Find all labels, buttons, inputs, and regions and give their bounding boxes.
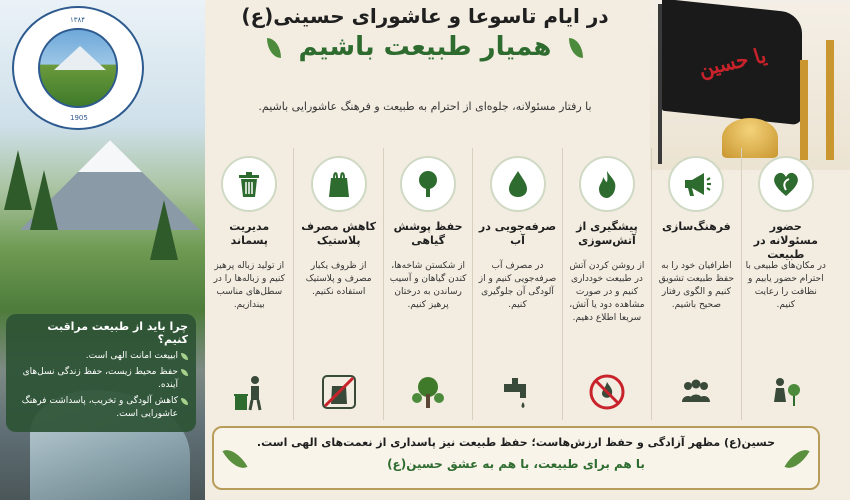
subtitle: با رفتار مسئولانه، جلوه‌ای از احترام به طبیعت و فرهنگ عاشورایی باشیم. [258, 100, 592, 113]
card-water-saving [472, 148, 561, 420]
logo-mountain-icon [54, 46, 106, 70]
card-title: مدیریت پسماند [229, 220, 270, 247]
trees-icon [406, 370, 450, 414]
pine-tree-icon [4, 150, 32, 210]
people-group-icon [674, 370, 718, 414]
leaf-icon [569, 38, 583, 58]
title-line-1: در ایام تاسوعا و عاشورای حسینی(ع) [241, 4, 609, 28]
plastic-bag-icon [311, 156, 367, 212]
why-care-item [14, 366, 188, 392]
card-body: از روشن کردن آتش در طبیعت خودداری کنیم و در صورت مشاهده دود یا آتش، سریعا اطلاع دهیم. [569, 261, 645, 323]
no-plastic-icon [317, 370, 361, 414]
card-waste-management [205, 148, 293, 420]
banner-quote: حسین(ع) مظهر آزادگی و حفظ ارزش‌هاست؛ حفظ طبیعت نیز پاسداری از نعمت‌های الهی است. [256, 436, 776, 449]
minaret-icon [800, 60, 808, 160]
why-care-item-text: حفظ محیط زیست، حفظ زندگی نسل‌های آینده. [22, 367, 178, 390]
megaphone-icon [668, 156, 724, 212]
leaf-bullet-icon [181, 353, 188, 360]
mountain-snow-cap [78, 140, 142, 172]
organization-logo [12, 6, 144, 130]
water-tap-icon [496, 370, 540, 414]
pine-tree-icon [30, 170, 58, 230]
card-body: از شکستن شاخه‌ها، کندن گیاهان و آسیب رساندن به درختان پرهیز کنیم. [389, 261, 467, 310]
person-trash-icon [227, 370, 271, 414]
card-body: اطرافیان خود را به حفظ طبیعت تشویق کنیم و الگوی رفتار صحیح باشیم. [658, 261, 735, 310]
card-title: پیشگیری از آتش‌سوزی [576, 220, 638, 247]
card-body: از ظروف یکبار مصرف و پلاستیک استفاده نکنیم. [305, 261, 372, 297]
card-body: در مکان‌های طبیعی با احترام حضور یابیم و نظافت را رعایت کنیم. [745, 261, 826, 310]
bottom-banner [212, 426, 820, 490]
black-flag [662, 0, 802, 125]
header [210, 4, 640, 62]
logo-year-bottom: 1905 [70, 114, 88, 122]
leaf-icon [267, 38, 281, 58]
logo-year-top: ۱۳۸۴ [70, 16, 86, 24]
card-responsible-presence [741, 148, 830, 420]
card-title: کاهش مصرف پلاستیک [301, 220, 377, 247]
card-culture-building [651, 148, 740, 420]
card-title: صرفه‌جویی در آب [478, 220, 557, 247]
why-care-box [6, 314, 196, 432]
why-care-title: چرا باید از طبیعت مراقبت کنیم؟ [47, 320, 188, 346]
person-planting-icon [764, 370, 808, 414]
tips-columns [205, 148, 830, 420]
why-care-item [14, 395, 188, 421]
no-fire-icon [585, 370, 629, 414]
title-line-2-text: همیار طبیعت باشیم [298, 32, 552, 62]
flag-calligraphy: یا حسین [694, 42, 770, 82]
trash-can-icon [221, 156, 277, 212]
pine-tree-icon [150, 200, 178, 260]
why-care-item [14, 350, 188, 363]
shrine-flag-illustration [650, 0, 850, 170]
banner-slogan: با هم برای طبیعت، با هم به عشق حسین(ع) [387, 457, 645, 471]
why-care-item-text: کاهش آلودگی و تخریب، پاسداشت فرهنگ عاشورایی است. [21, 396, 178, 419]
title-line-2 [210, 32, 640, 62]
leaf-bullet-icon [181, 369, 188, 376]
water-drop-icon [490, 156, 546, 212]
card-body: در مصرف آب صرفه‌جویی کنیم و از آلودگی آن جلوگیری کنیم. [478, 261, 557, 310]
card-fire-prevention [562, 148, 651, 420]
card-body: از تولید زباله پرهیز کنیم و زباله‌ها را در سطل‌های مناسب بیندازیم. [213, 261, 285, 310]
card-title: حضور مسئولانه در طبیعت [753, 220, 818, 261]
tree-icon [400, 156, 456, 212]
minaret-icon [826, 40, 834, 160]
heart-leaf-icon [758, 156, 814, 212]
logo-emblem [38, 28, 118, 108]
card-title: حفظ پوشش گیاهی [393, 220, 463, 247]
leaf-bullet-icon [181, 398, 188, 405]
card-title: فرهنگ‌سازی [661, 220, 731, 233]
fire-icon [579, 156, 635, 212]
why-care-item-text: ابییعت امانت الهی است. [85, 351, 178, 361]
card-vegetation-protection [383, 148, 472, 420]
card-reduce-plastic [293, 148, 382, 420]
